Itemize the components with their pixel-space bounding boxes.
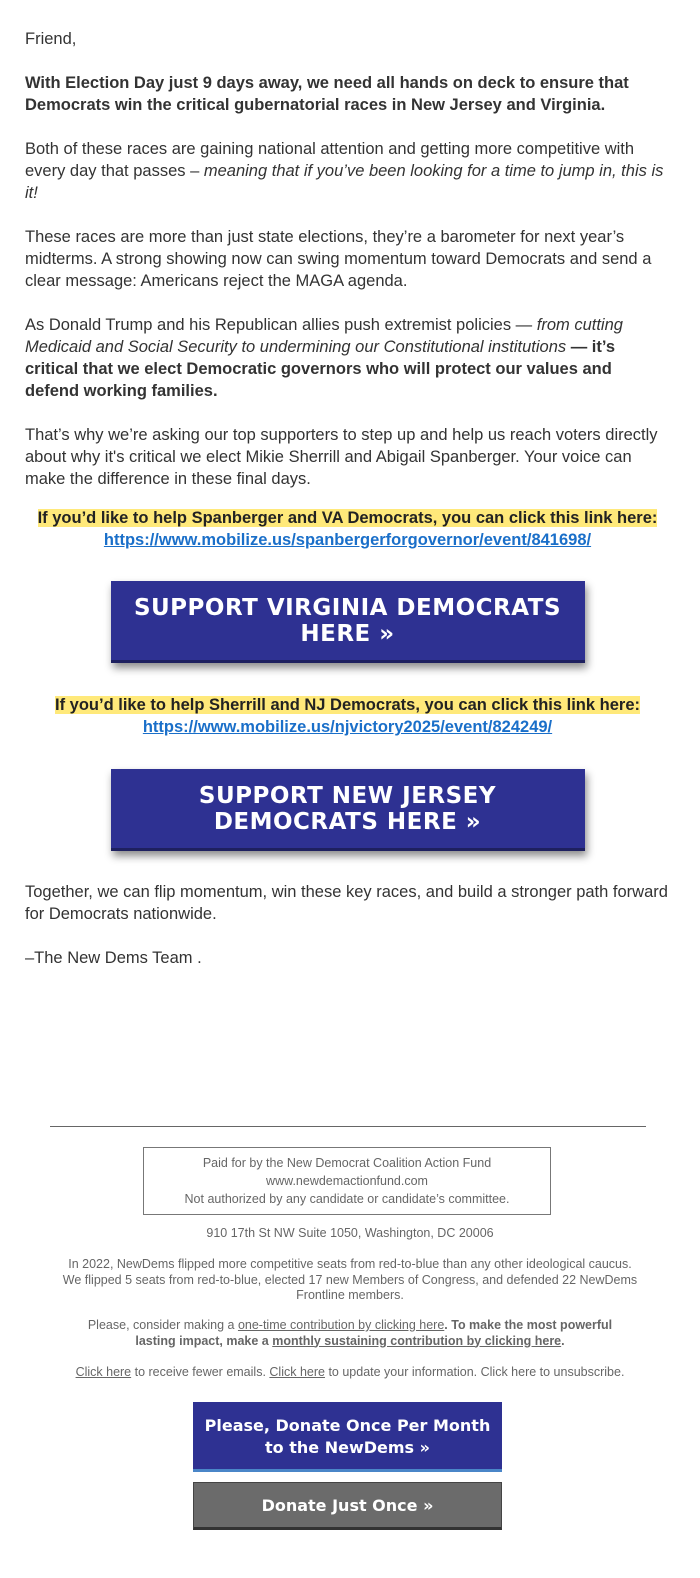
va-button-row [25,581,670,663]
competitive-paragraph [25,138,670,204]
together-paragraph: Together, we can flip momentum, win these key races, and build a stronger path forward for Democrats nationwide. [25,883,668,923]
donate-monthly-button[interactable]: Please, Donate Once Per Month to the NewDems » [193,1402,502,1472]
greeting: Friend, [25,30,77,48]
va-callout-text: If you’d like to help Spanberger and VA Democrats, you can click this link here: [37,509,658,527]
nj-callout-text: If you’d like to help Sherrill and NJ Democrats, you can click this link here: [55,696,640,714]
intro-paragraph: With Election Day just 9 days away, we need all hands on deck to ensure that Democrats win the critical gubernatorial races in New Jersey and Virginia. [25,74,629,114]
email-body [25,28,670,969]
ask-paragraph: That’s why we’re asking our top supporters to step up and help us reach voters directly about why it's critical we elect Mikie Sherrill and Abigail Spanberger. Your voice can make the difference in these final days. [25,426,658,488]
va-mobilize-link[interactable]: https://www.mobilize.us/spanbergerforgovernor/event/841698/ [103,531,592,549]
contribution-paragraph [70,1318,630,1349]
competitive-italic: meaning that if you’ve been looking for a time to jump in, this is it! [25,162,664,202]
fewer-emails-link[interactable]: Click here [75,1365,132,1379]
trump-paragraph [25,314,670,402]
footer-divider [50,1126,646,1127]
fewer-emails-text: to receive fewer emails. [131,1365,270,1379]
update-info-link[interactable]: Click here [269,1365,325,1379]
monthly-contribution-link[interactable]: monthly sustaining contribution by clicking here [272,1333,562,1348]
nj-button-row [25,769,670,851]
mailing-address: 910 17th St NW Suite 1050, Washington, DC 20006 [206,1226,494,1240]
paid-for-box [143,1147,551,1215]
nj-callout [25,694,670,738]
paid-for-line: Paid for by the New Democrat Coalition Action Fund [202,1156,492,1170]
support-virginia-button[interactable]: SUPPORT VIRGINIA DEMOCRATS HERE » [111,581,585,663]
donate-once-button[interactable]: Donate Just Once » [193,1482,502,1530]
record-paragraph: In 2022, NewDems flipped more competitive seats from red-to-blue than any other ideological caucus. We flipped 5 seats from red-to-blue, elected 17 new Members of Congress, and defended 22 NewDems Frontline members. [62,1257,638,1302]
email-preferences [20,1365,680,1381]
one-time-contribution-link[interactable]: one-time contribution by clicking here [237,1318,445,1332]
signoff: –The New Dems Team . [25,949,202,967]
va-callout [25,507,670,551]
trump-text: As Donald Trump and his Republican allies push extremist policies — [25,316,537,334]
trump-bold: — it’s critical that we elect Democratic governors who will protect our values and defend working families. [25,338,616,400]
consider-bold: . To make the most powerful lasting impact, make a [135,1318,613,1348]
update-info-text: to update your information. Click here to unsubscribe. [324,1365,625,1379]
barometer-paragraph: These races are more than just state elections, they’re a barometer for next year’s midterms. A strong showing now can swing momentum toward Democrats and send a clear message: Americans reject the MAGA agenda. [25,228,652,290]
not-authorized-line: Not authorized by any candidate or candidate’s committee. [184,1192,510,1206]
competitive-text: Both of these races are gaining national attention and getting more competitive with every day that passes – [25,140,635,180]
period: . [561,1333,565,1348]
nj-mobilize-link[interactable]: https://www.mobilize.us/njvictory2025/event/824249/ [142,718,553,736]
support-new-jersey-button[interactable]: SUPPORT NEW JERSEY DEMOCRATS HERE » [111,769,585,851]
trump-italic: from cutting Medicaid and Social Security to undermining our Constitutional institutions [25,316,623,356]
website-line: www.newdemactionfund.com [266,1174,428,1188]
consider-text: Please, consider making a [87,1318,238,1332]
